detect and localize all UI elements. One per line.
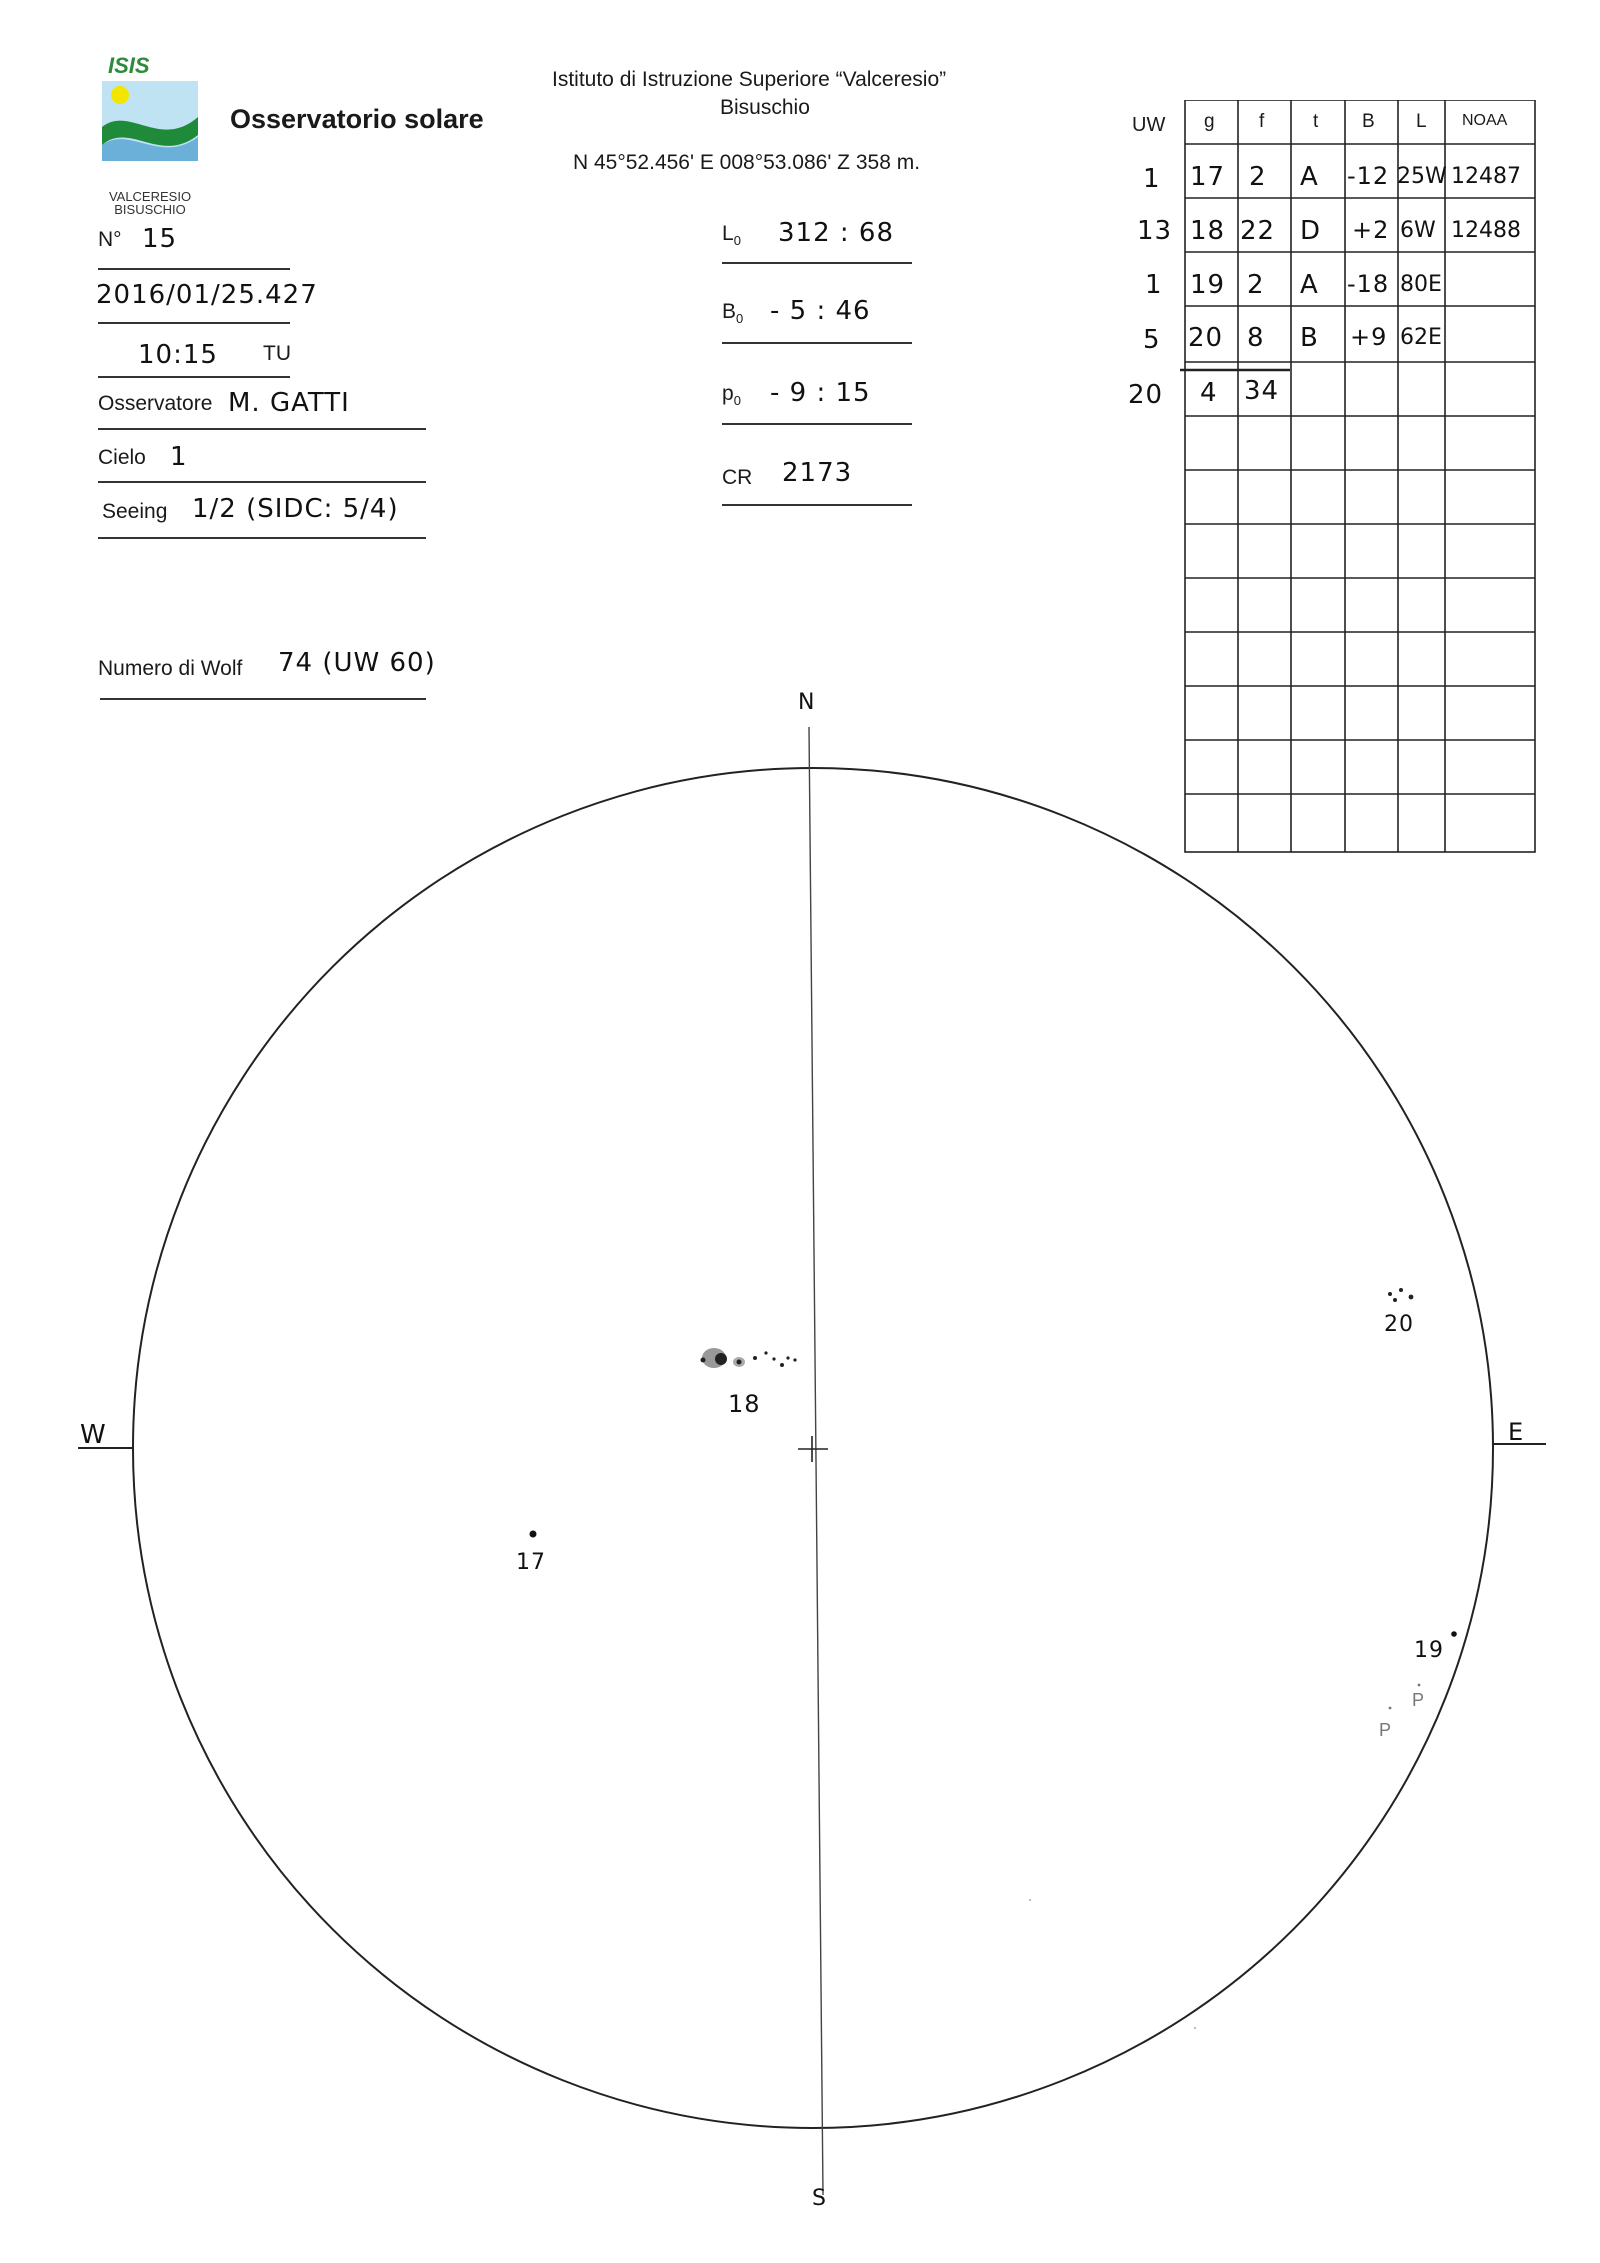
table-row-2-f: 22 [1240,216,1276,246]
logo-isis-text: ISIS [108,55,150,78]
table-row-3-uw: 1 [1145,270,1163,300]
table-row-2-uw: 13 [1137,216,1173,246]
table-total-f: 34 [1244,376,1280,406]
date-underline [98,322,290,324]
seeing-underline [98,537,426,539]
sunspot-group-17 [530,1531,537,1538]
table-row-2-noaa: 12488 [1451,218,1521,243]
logo-subtitle: VALCERESIO BISUSCHIO [108,189,192,217]
table-row-3-t: A [1300,270,1319,300]
table-row-1-f: 2 [1249,162,1267,192]
table-row-1-l: 25W [1397,164,1447,189]
number-label: N° [98,228,122,251]
stray-dot [1029,1899,1031,1901]
col-header-f: f [1259,111,1265,132]
p0-underline [722,423,912,425]
table-row-4-t: B [1300,323,1319,353]
east-label: E [1508,1418,1525,1446]
number-value: 15 [142,224,178,254]
group-label-20: 20 [1384,1312,1414,1337]
facula-dot [1389,1707,1392,1710]
table-row-4-uw: 5 [1143,325,1161,355]
west-label: W [80,1420,107,1450]
table-row-3-g: 19 [1190,270,1226,300]
table-row-4-g: 20 [1188,323,1224,353]
col-header-g: g [1204,111,1215,132]
cr-value: 2173 [782,458,853,488]
time-underline [98,376,290,378]
time-value: 10:15 [138,340,218,370]
sky-value: 1 [170,442,188,472]
observer-underline [98,428,426,430]
table-row-1-uw: 1 [1143,164,1161,194]
group-label-19: 19 [1414,1638,1444,1663]
wolf-number-value: 74 (UW 60) [278,648,436,678]
north-south-axis [809,727,823,2195]
table-row-1-noaa: 12487 [1451,164,1521,189]
l0-subscript: 0 [733,233,741,249]
stray-dot [1194,2027,1196,2029]
l0-label [722,222,741,248]
b0-value: - 5 : 46 [770,296,871,326]
seeing-value: 1/2 (SIDC: 5/4) [192,494,399,524]
sunspot-group-18 [701,1348,797,1368]
col-header-l: L [1416,111,1427,132]
observer-value: M. GATTI [228,388,350,418]
l0-value: 312 : 68 [778,218,894,248]
south-label: S [812,2186,827,2211]
sky-label: Cielo [98,446,146,469]
table-row-3-l: 80E [1400,272,1442,297]
wolf-number-label: Numero di Wolf [98,657,243,680]
table-row-2-l: 6W [1400,218,1436,243]
p-label-lower: P [1379,1720,1392,1740]
table-row-1-b: -12 [1347,162,1390,190]
group-label-18: 18 [728,1390,761,1418]
p0-label [722,382,741,408]
table-row-3-b: -18 [1347,270,1390,298]
table-row-4-b: +9 [1350,323,1388,351]
time-label: TU [263,342,291,365]
cr-underline [722,504,912,506]
table-row-4-f: 8 [1247,323,1265,353]
table-row-1-t: A [1300,162,1319,192]
b0-underline [722,342,912,344]
north-label: N [798,690,816,715]
b0-subscript: 0 [736,311,744,327]
b0-letter: B [722,300,737,323]
solar-disk-outline [133,768,1493,2128]
l0-underline [722,262,912,264]
table-row-3-f: 2 [1247,270,1265,300]
table-row-2-b: +2 [1352,216,1390,244]
table-row-4-l: 62E [1400,325,1442,350]
p0-subscript: 0 [733,393,741,409]
observatory-title: Osservatorio solare [230,104,484,134]
facula-dot [1418,1684,1421,1687]
col-header-t: t [1313,111,1319,132]
sunspot-group-19 [1451,1631,1457,1637]
table-row-2-t: D [1300,216,1322,246]
seeing-label: Seeing [102,500,168,523]
table-row-2-g: 18 [1190,216,1226,246]
observatory-coordinates: N 45°52.456' E 008°53.086' Z 358 m. [573,151,921,174]
school-logo [100,55,200,217]
logo-graphic [100,55,200,185]
l0-letter: L [722,222,734,245]
observer-label: Osservatore [98,392,213,415]
col-header-uw: UW [1132,114,1166,136]
col-header-noaa: NOAA [1462,112,1508,129]
solar-disk-drawing [0,680,1600,2263]
number-underline [98,268,290,270]
col-header-b: B [1362,111,1375,132]
group-label-17: 17 [516,1550,546,1575]
p0-letter: p [722,382,734,405]
institute-town: Bisuschio [720,96,810,119]
cr-label: CR [722,466,753,489]
table-total-uw: 20 [1128,380,1164,410]
table-total-g: 4 [1200,378,1218,408]
date-value: 2016/01/25.427 [96,280,318,310]
b0-label [722,300,743,326]
table-row-1-g: 17 [1190,162,1226,192]
p-label-upper: P [1412,1690,1425,1710]
sunspot-group-20 [1388,1288,1413,1302]
sky-underline [98,481,426,483]
p0-value: - 9 : 15 [770,378,871,408]
institute-name: Istituto di Istruzione Superiore “Valceresio” [552,68,947,91]
